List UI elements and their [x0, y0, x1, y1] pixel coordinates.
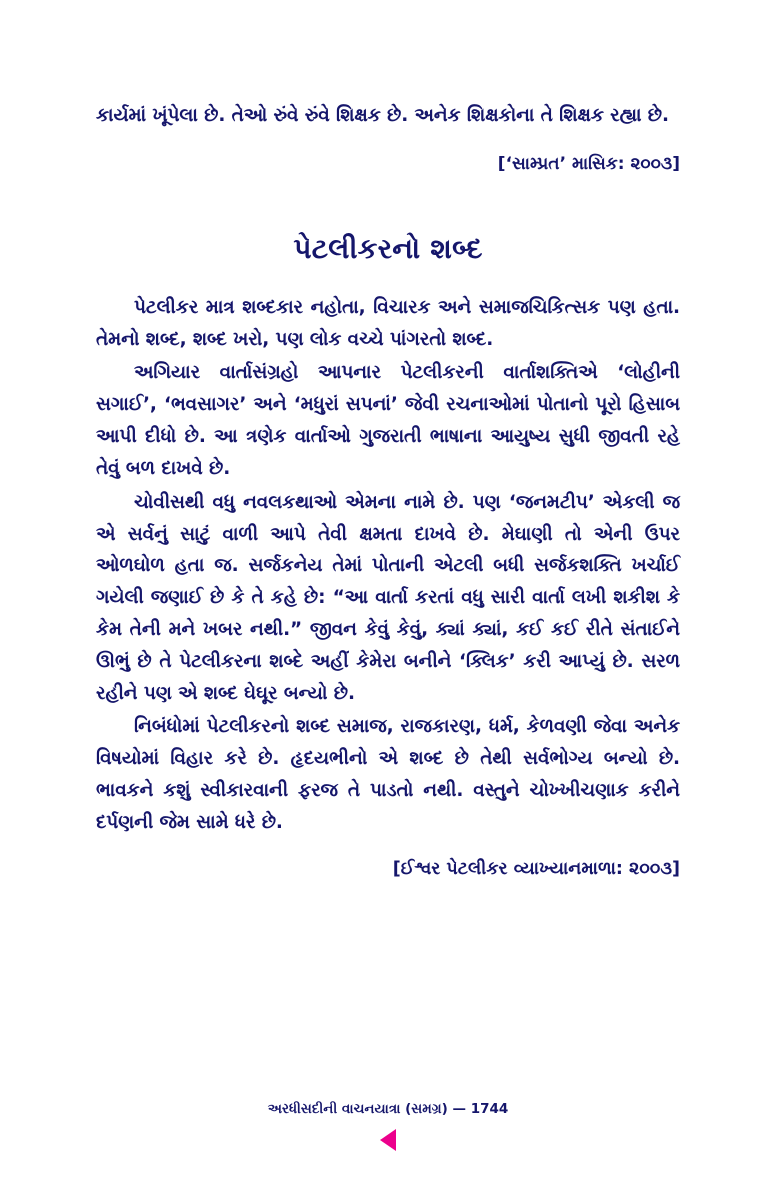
top-attribution: [‘સામ્પ્રત’ માસિક: ૨૦૦૩] — [497, 153, 680, 174]
closing-attribution: [ઈશ્વર પેટલીકર વ્યાખ્યાનમાળા: ૨૦૦૩] — [392, 858, 680, 879]
paragraph-1: પેટલીકર માત્ર શબ્દકાર નહોતા, વિચારક અને સમાજચિકિત્સક પણ હતા. તેમનો શબ્દ, શબ્દ ખરો, પણ લોક વચ્ચે પાંગરતો શબ્દ. — [96, 296, 680, 350]
page-title: પેટલીકરનો શબ્દ — [293, 231, 483, 265]
left-triangle-icon[interactable] — [380, 1129, 396, 1151]
paragraph-2: અગિયાર વાર્તાસંગ્રહો આપનાર પેટલીકરની વાર્તાશક્તિએ ‘લોહીની સગાઈ’, ‘ભવસાગર’ અને ‘મધુરાં સપનાં’ જેવી રચનાઓમાં પોતાનો પૂરો હિસાબ આપી દીધો છે. આ ત્રણેક વાર્તાઓ ગુજરાતી ભાષાના આયુષ્ય સુધી જીવતી રહે તેવું બળ દાખવે છે. — [96, 362, 680, 479]
top-paragraph: કાર્યમાં ખૂંપેલા છે. તેઓ રુંવે રુંવે શિક્ષક છે. અનેક શિક્ષકોના તે શિક્ષક રહ્યા છે. — [96, 105, 669, 126]
paragraph-4: નિબંધોમાં પેટલીકરનો શબ્દ સમાજ, રાજકારણ, ધર્મ, કેળવણી જેવા અનેક વિષયોમાં વિહાર કરે છે. હૃદયભીનો એ શબ્દ છે તેથી સર્વભોગ્ય બન્યો છે. ભાવકને કશું સ્વીકારવાની ફરજ તે પાડતો નથી. વસ્તુને ચોખ્ખીચણાક કરીને દર્પણની જેમ સામે ધરે છે. — [96, 716, 680, 833]
paragraph-3: ચોવીસથી વધુ નવલકથાઓ એમના નામે છે. પણ ‘જનમટીપ’ એકલી જ એ સર્વનું સાટું વાળી આપે તેવી ક્ષમતા દાખવે છે. મેઘાણી તો એની ઉપર ઓળઘોળ હતા જ. સર્જકનેય તેમાં પોતાની એટલી બધી સર્જકશક્તિ ખર્ચાઈ ગયેલી જણાઈ છે કે તે કહે છે: “આ વાર્તા કરતાં વધુ સારી વાર્તા લખી શકીશ કે કેમ તેની મને ખબર નથી.” જીવન કેવું કેવું, ક્યાં ક્યાં, કઈ કઈ રીતે સંતાઈને ઊભું છે તે પેટલીકરના શબ્દે અહીં કેમેરા બનીને ‘ક્લિક’ કરી આપ્યું છે. સરળ રહીને પણ એ શબ્દ ઘેઘૂર બન્યો છે. — [96, 491, 680, 704]
page-footer: અરધીસદીની વાચનયાત્રા (સમગ્ર) — 1744 — [267, 1101, 509, 1117]
